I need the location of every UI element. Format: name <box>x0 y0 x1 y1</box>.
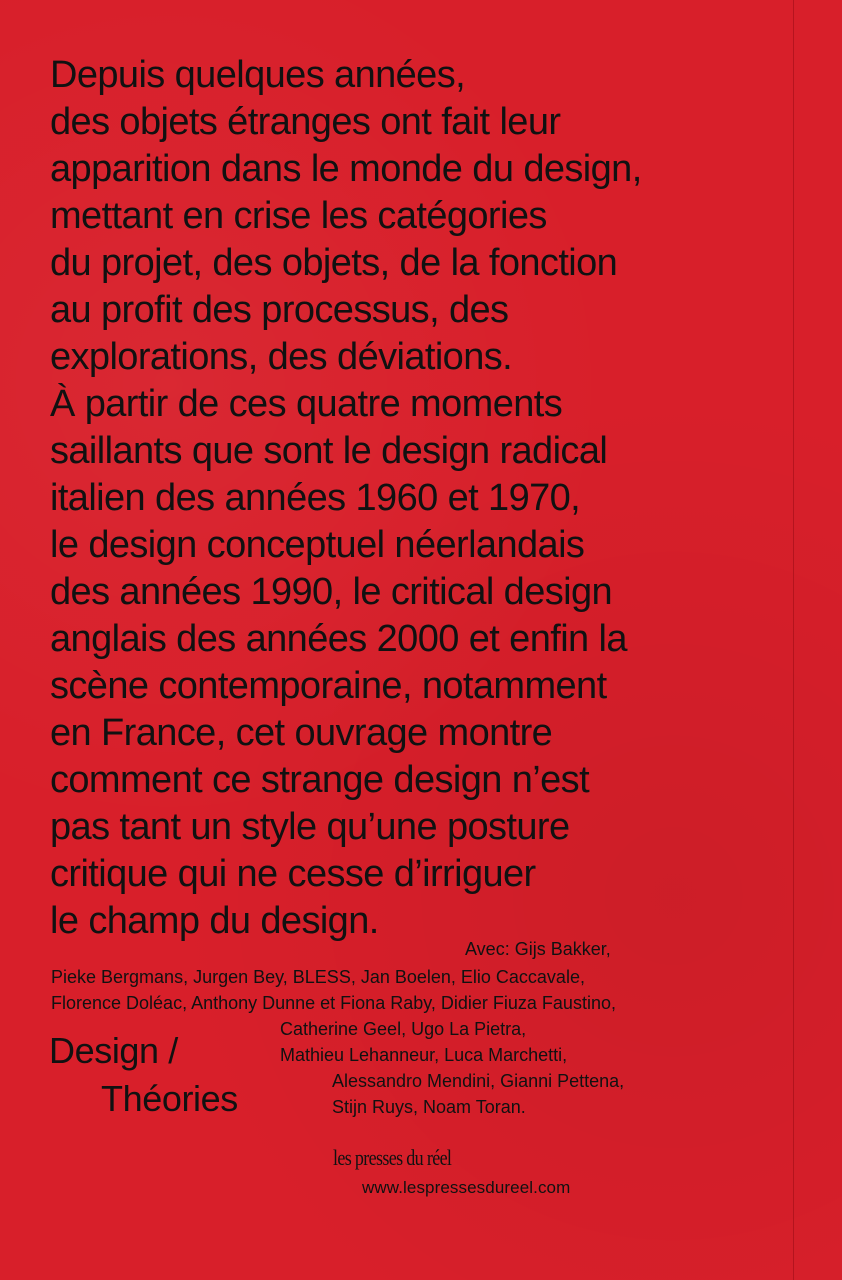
description-line: anglais des années 2000 et enfin la <box>50 618 627 660</box>
spine-fold-line <box>793 0 794 1280</box>
description-line: des années 1990, le critical design <box>50 571 613 613</box>
description-line: comment ce strange design n’est <box>50 759 590 801</box>
description-line: À partir de ces quatre moments <box>50 383 563 425</box>
description-line: critique qui ne cesse d’irriguer <box>50 853 536 895</box>
publisher-url: www.lespressesdureel.com <box>362 1178 571 1197</box>
description-line: des objets étranges ont fait leur <box>50 101 561 143</box>
contributors-line: Mathieu Lehanneur, Luca Marchetti, <box>280 1045 568 1065</box>
description-line: pas tant un style qu’une posture <box>50 806 570 848</box>
description-line: le design conceptuel néerlandais <box>50 524 585 566</box>
description-line: au profit des processus, des <box>50 289 509 331</box>
description-line: italien des années 1960 et 1970, <box>50 477 581 519</box>
description-line: Depuis quelques années, <box>50 54 466 96</box>
publisher-logo-text: les presses du réel <box>333 1145 452 1170</box>
description-line: explorations, des déviations. <box>50 336 513 378</box>
back-cover-description <box>50 52 780 945</box>
contributors-line: Catherine Geel, Ugo La Pietra, <box>280 1019 527 1039</box>
description-line: du projet, des objets, de la fonction <box>50 242 618 284</box>
description-line: en France, cet ouvrage montre <box>50 712 553 754</box>
series-title-line-1: Design / <box>49 1030 178 1071</box>
description-line: saillants que sont le design radical <box>50 430 608 472</box>
contributors-line: Alessandro Mendini, Gianni Pettena, <box>332 1071 625 1091</box>
description-line: le champ du design. <box>50 900 379 942</box>
contributors-line: Avec: Gijs Bakker, <box>465 939 611 959</box>
description-line: mettant en crise les catégories <box>50 195 547 237</box>
description-line: scène contemporaine, notamment <box>50 665 607 707</box>
description-line: apparition dans le monde du design, <box>50 148 642 190</box>
contributors-line: Stijn Ruys, Noam Toran. <box>332 1097 526 1117</box>
contributors-line: Pieke Bergmans, Jurgen Bey, BLESS, Jan Boelen, Elio Caccavale, <box>51 967 585 987</box>
contributors-line: Florence Doléac, Anthony Dunne et Fiona Raby, Didier Fiuza Faustino, <box>51 993 616 1013</box>
series-title-line-2: Théories <box>101 1078 238 1119</box>
